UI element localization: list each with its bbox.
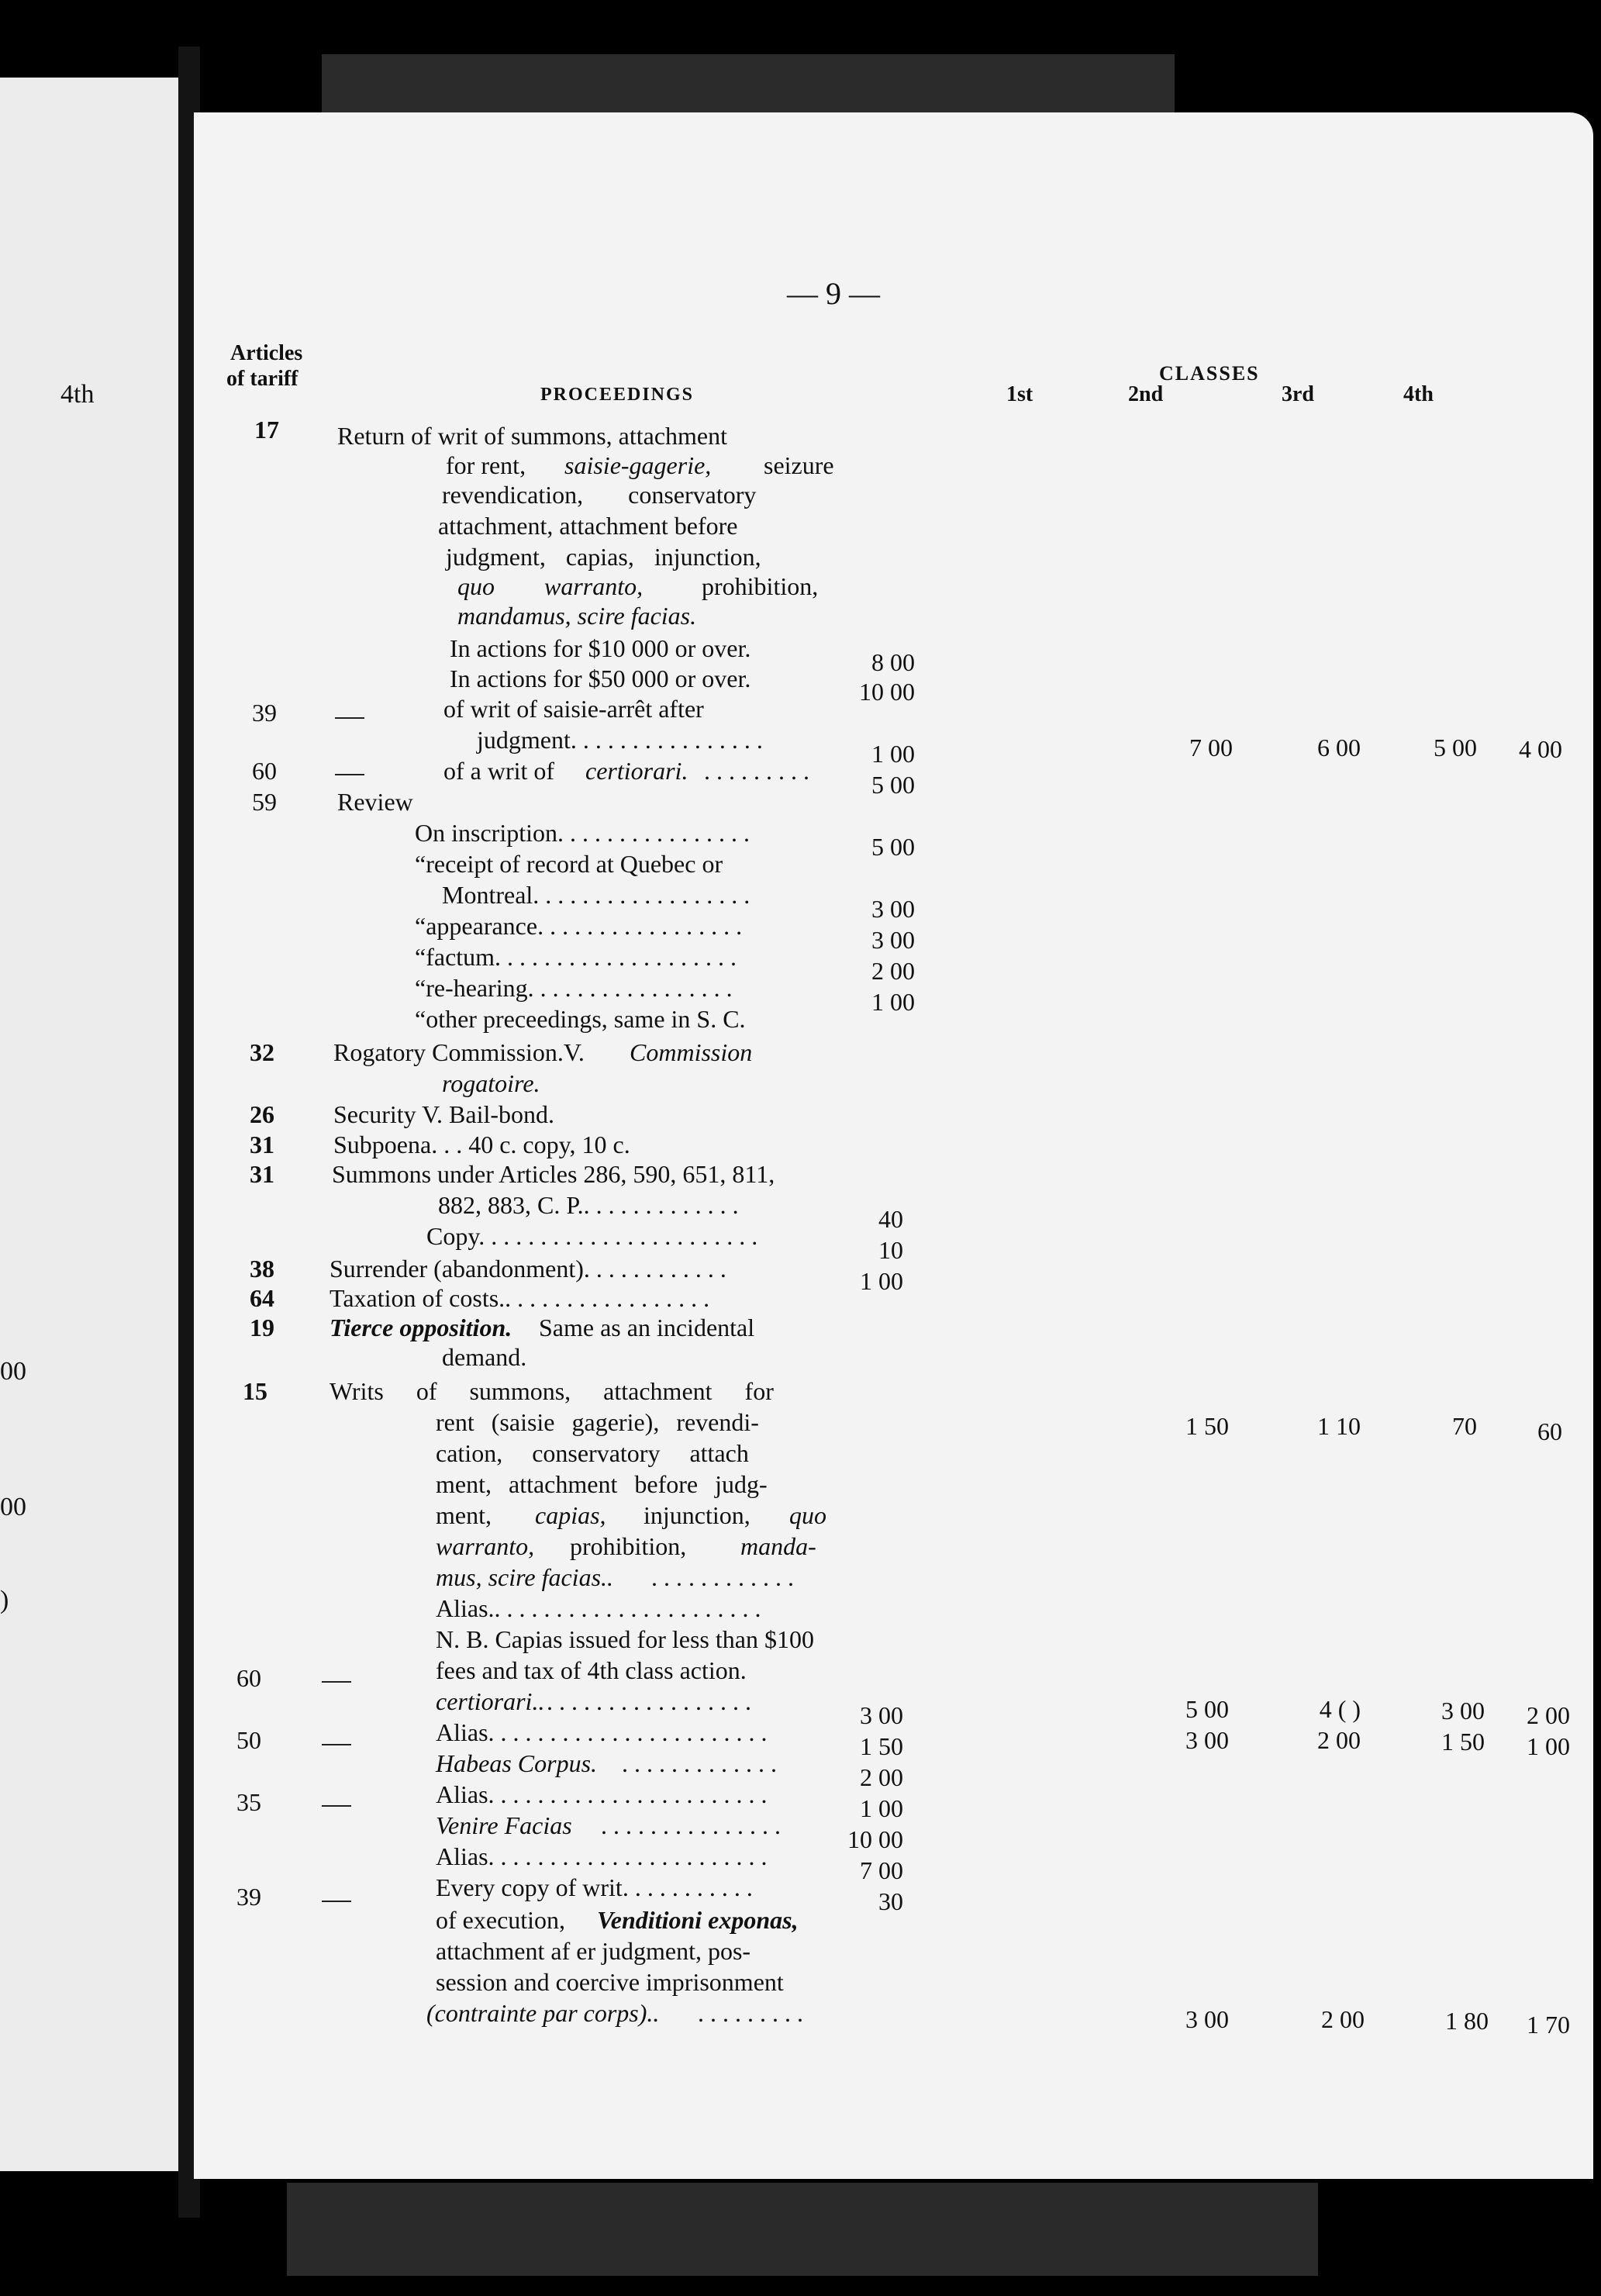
- ditto-dash: [322, 1805, 351, 1807]
- class-4-value: 2 00: [1527, 1701, 1570, 1729]
- proceeding-line: Alias. . . . . . . . . . . . . . . . . . . . . . .: [436, 1718, 768, 1746]
- proceeding-line: quo: [789, 1501, 826, 1529]
- class-4-header: 4th: [1403, 382, 1434, 406]
- article-number: 60: [252, 757, 277, 785]
- class-3-value: 1 50: [1441, 1728, 1485, 1756]
- proceeding-line: Montreal. . . . . . . . . . . . . . . . . .: [442, 881, 750, 909]
- proceeding-line: attachment af er judgment, pos-: [436, 1937, 751, 1965]
- class-1-value: 7 00: [1189, 734, 1233, 761]
- proceeding-line: Summons under Articles 286, 590, 651, 811,: [332, 1160, 775, 1188]
- fee-value: 1 00: [860, 1794, 903, 1822]
- ditto-dash: [322, 1681, 351, 1683]
- article-number: 39: [252, 699, 277, 727]
- class-3-value: 70: [1452, 1412, 1477, 1440]
- proceeding-line: Rogatory Commission.V.: [333, 1038, 585, 1066]
- class-3-value: 1 80: [1445, 2007, 1489, 2035]
- fee-value: 3 00: [871, 926, 915, 954]
- proceeding-line: Review: [337, 788, 413, 816]
- proceeding-line: of execution,: [436, 1906, 566, 1934]
- article-number: 26: [250, 1100, 274, 1128]
- article-number: 32: [250, 1038, 274, 1066]
- proceeding-line: warranto,: [436, 1532, 535, 1560]
- proceeding-line: attachment, attachment before: [438, 512, 738, 540]
- fee-value: 10 00: [859, 678, 915, 706]
- proceeding-line: Venire Facias: [436, 1811, 572, 1839]
- article-number: 35: [236, 1788, 261, 1816]
- proceeding-line: demand.: [442, 1343, 527, 1371]
- left-page-fragment: [0, 78, 194, 2171]
- proceeding-line: seizure: [764, 451, 834, 479]
- proceeding-line: revendication, conservatory: [442, 481, 757, 509]
- class-2-value: 1 10: [1317, 1412, 1361, 1440]
- proceeding-line: Writs of summons, attachment for: [330, 1377, 774, 1405]
- fee-value: 1 00: [871, 988, 915, 1016]
- proceeding-line: “re-hearing. . . . . . . . . . . . . . . . .: [415, 974, 733, 1002]
- proceeding-line: “receipt of record at Quebec or: [415, 850, 723, 878]
- page-number: — 9 —: [787, 276, 880, 311]
- class-1-header: 1st: [1006, 382, 1033, 406]
- proceeding-line: . . . . . . . . . . . . . . . . .: [547, 1687, 751, 1715]
- article-number: 59: [252, 788, 277, 816]
- proceeding-line: Copy. . . . . . . . . . . . . . . . . . . . . . .: [426, 1222, 758, 1250]
- proceeding-line: certiorari..: [436, 1687, 545, 1715]
- fee-value: 7 00: [860, 1856, 903, 1884]
- proceeding-line: manda-: [740, 1532, 816, 1560]
- proceeding-line: (contrainte par corps)..: [426, 1999, 660, 2027]
- proceeding-line: Every copy of writ. . . . . . . . . . .: [436, 1873, 753, 1901]
- proceeding-line: judgment. . . . . . . . . . . . . . . .: [477, 726, 763, 754]
- proceeding-line: Security V. Bail-bond.: [333, 1100, 555, 1128]
- proceeding-line: . . . . . . . . . . . .: [651, 1563, 794, 1591]
- class-4-value: 4 00: [1519, 735, 1562, 763]
- article-number: 50: [236, 1726, 261, 1754]
- proceeding-line: Habeas Corpus.: [436, 1749, 598, 1777]
- proceeding-line: “other preceedings, same in S. C.: [415, 1005, 746, 1033]
- proceeding-line: Commission: [630, 1038, 753, 1066]
- fee-value: 2 00: [871, 957, 915, 985]
- proceedings-header: PROCEEDINGS: [540, 385, 695, 405]
- fee-value: 10 00: [847, 1825, 903, 1853]
- fee-value: 1 00: [871, 740, 915, 768]
- fee-value: 2 00: [860, 1763, 903, 1791]
- proceeding-line: rogatoire.: [442, 1069, 540, 1097]
- proceeding-line: . . . . . . . . .: [698, 1999, 803, 2027]
- left-value: 00: [0, 1357, 26, 1386]
- document-page: [194, 112, 1593, 2179]
- fee-value: 30: [878, 1887, 903, 1915]
- left-col-header: 4th: [60, 380, 95, 409]
- proceeding-line: prohibition,: [570, 1532, 687, 1560]
- article-number: 64: [250, 1284, 274, 1312]
- ditto-dash: [322, 1744, 351, 1745]
- class-2-header: 2nd: [1128, 382, 1164, 406]
- proceeding-line: capias,: [535, 1501, 606, 1529]
- class-2-value: 2 00: [1321, 2005, 1365, 2033]
- proceeding-line: session and coercive imprisonment: [436, 1968, 784, 1996]
- article-number: 31: [250, 1160, 274, 1188]
- proceeding-line: ment, attachment before judg-: [436, 1470, 768, 1498]
- proceeding-line: saisie-gagerie,: [564, 451, 712, 479]
- proceeding-line: “appearance. . . . . . . . . . . . . . . . .: [415, 912, 743, 940]
- proceeding-line: injunction,: [644, 1501, 750, 1529]
- class-4-value: 1 00: [1527, 1732, 1570, 1760]
- proceeding-line: Venditioni exponas,: [597, 1906, 799, 1934]
- proceeding-line: . . . . . . . . . . . . . . .: [601, 1811, 781, 1839]
- proceeding-line: “factum. . . . . . . . . . . . . . . . . . . .: [415, 943, 737, 971]
- fee-value: 1 50: [860, 1732, 903, 1760]
- class-1-value: 3 00: [1185, 1726, 1229, 1754]
- proceeding-line: mandamus, scire facias.: [457, 602, 697, 630]
- left-value: 00: [0, 1493, 26, 1521]
- proceeding-line: of a writ of: [443, 757, 555, 785]
- proceeding-line: 882, 883, C. P.. . . . . . . . . . . . .: [438, 1191, 739, 1219]
- fee-value: 8 00: [871, 648, 915, 676]
- class-4-value: 1 70: [1527, 2011, 1570, 2039]
- proceeding-line: judgment, capias, injunction,: [446, 543, 761, 571]
- article-number: 38: [250, 1255, 274, 1283]
- proceeding-line: Alias. . . . . . . . . . . . . . . . . . . . . . .: [436, 1842, 768, 1870]
- proceeding-line: fees and tax of 4th class action.: [436, 1656, 747, 1684]
- classes-header: CLASSES: [1159, 362, 1260, 385]
- fee-value: 5 00: [871, 833, 915, 861]
- proceeding-line: Same as an incidental: [539, 1314, 755, 1341]
- class-2-value: 2 00: [1317, 1726, 1361, 1754]
- proceeding-line: Tierce opposition.: [330, 1314, 512, 1341]
- class-2-value: 4 ( ): [1319, 1695, 1361, 1723]
- scan-border-bottom: [287, 2183, 1318, 2276]
- proceeding-line: cation, conservatory attach: [436, 1439, 749, 1467]
- proceeding-line: Alias. . . . . . . . . . . . . . . . . . . . . . .: [436, 1780, 768, 1808]
- proceeding-line: Taxation of costs.. . . . . . . . . . . . . . . . .: [330, 1284, 710, 1312]
- proceeding-line: N. B. Capias issued for less than $100: [436, 1625, 814, 1653]
- class-1-value: 1 50: [1185, 1412, 1229, 1440]
- article-number: 31: [250, 1131, 274, 1158]
- class-1-value: 3 00: [1185, 2005, 1229, 2033]
- proceeding-line: warranto,: [544, 572, 644, 600]
- proceeding-line: for rent,: [446, 451, 526, 479]
- proceeding-line: rent (saisie gagerie), revendi-: [436, 1408, 759, 1436]
- proceeding-line: ment,: [436, 1501, 492, 1529]
- proceeding-line: quo: [457, 572, 495, 600]
- proceeding-line: Subpoena. . . 40 c. copy, 10 c.: [333, 1131, 630, 1158]
- article-number: 60: [236, 1664, 261, 1692]
- articles-header: Articles: [230, 341, 303, 365]
- proceeding-line: On inscription. . . . . . . . . . . . . . . .: [415, 819, 750, 847]
- proceeding-line: prohibition,: [702, 572, 819, 600]
- class-3-value: 5 00: [1434, 734, 1477, 761]
- class-4-value: 60: [1537, 1417, 1562, 1445]
- ditto-dash: [322, 1901, 351, 1902]
- proceeding-line: Alias.. . . . . . . . . . . . . . . . . . . . . .: [436, 1594, 761, 1622]
- proceeding-line: Surrender (abandonment). . . . . . . . . . . .: [330, 1255, 726, 1283]
- article-number: 39: [236, 1883, 261, 1911]
- class-2-value: 6 00: [1317, 734, 1361, 761]
- proceeding-line: certiorari.: [585, 757, 688, 785]
- class-1-value: 5 00: [1185, 1695, 1229, 1723]
- article-number: 17: [254, 416, 279, 444]
- class-3-value: 3 00: [1441, 1697, 1485, 1725]
- fee-value: 1 00: [860, 1267, 903, 1295]
- proceeding-line: of writ of saisie-arrêt after: [443, 695, 704, 723]
- article-number: 19: [250, 1314, 274, 1341]
- tariff-header: of tariff: [226, 367, 298, 391]
- fee-value: 3 00: [860, 1701, 903, 1729]
- proceeding-line: In actions for $50 000 or over.: [450, 665, 751, 692]
- ditto-dash: [335, 717, 364, 719]
- article-number: 15: [243, 1377, 267, 1405]
- proceeding-line: Return of writ of summons, attachment: [337, 422, 728, 450]
- fee-value: 3 00: [871, 895, 915, 923]
- proceeding-line: . . . . . . . . . . . . .: [622, 1749, 777, 1777]
- left-value: ): [0, 1586, 9, 1614]
- proceeding-line: In actions for $10 000 or over.: [450, 634, 751, 662]
- fee-value: 5 00: [871, 771, 915, 799]
- ditto-dash: [335, 774, 364, 775]
- proceeding-line: mus, scire facias..: [436, 1563, 614, 1591]
- fee-value: 10: [878, 1236, 903, 1264]
- fee-value: 40: [878, 1205, 903, 1233]
- class-3-header: 3rd: [1282, 382, 1314, 406]
- proceeding-line: . . . . . . . . .: [704, 757, 809, 785]
